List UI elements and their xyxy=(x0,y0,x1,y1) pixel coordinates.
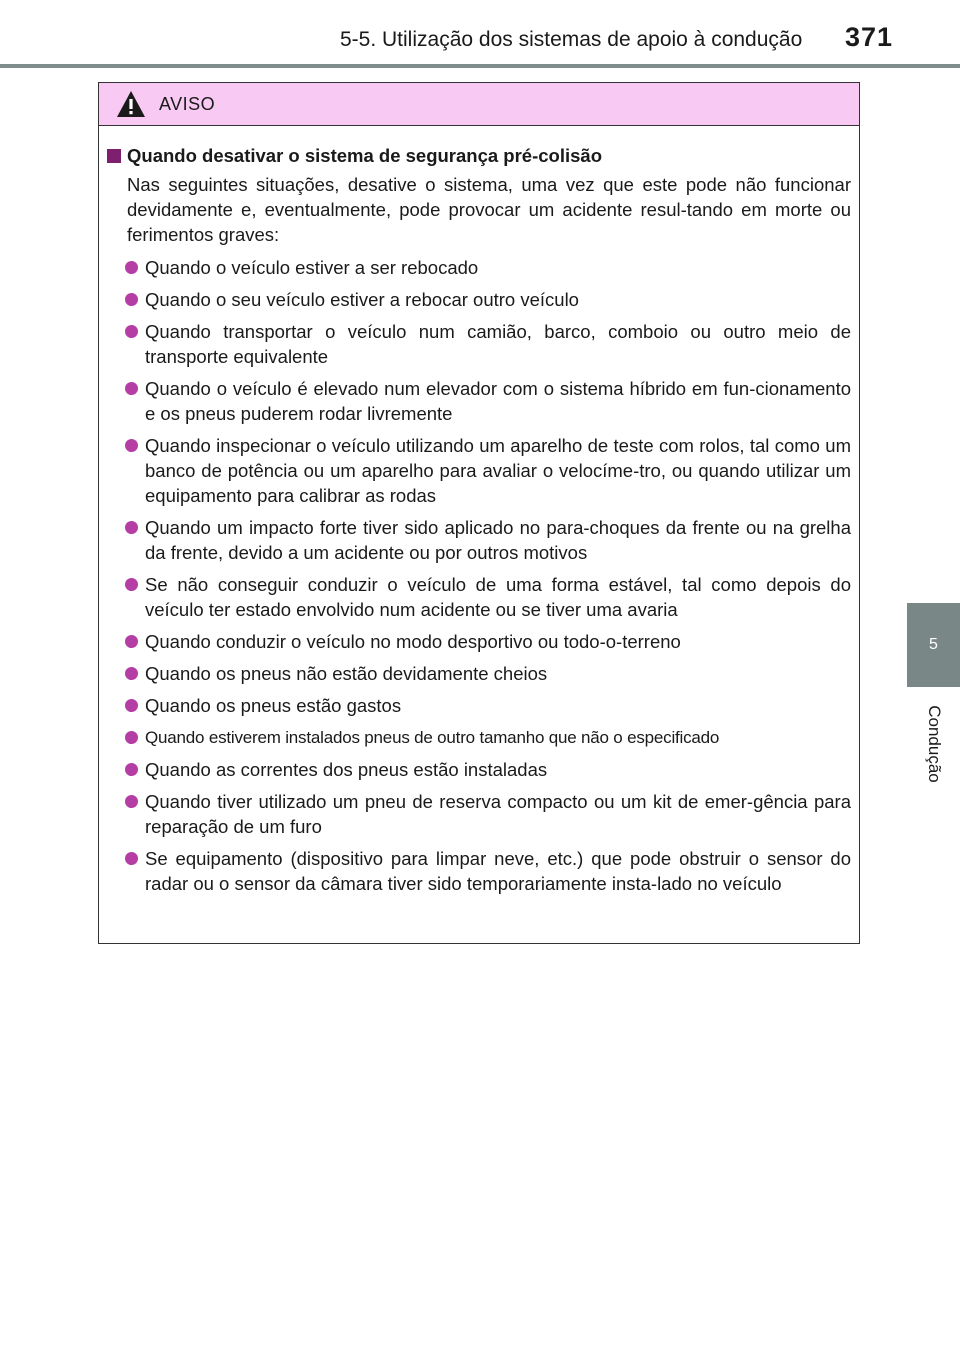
bullet-dot-icon xyxy=(125,382,138,395)
list-item-text: Quando inspecionar o veículo utilizando um aparelho de teste com rolos, tal como um banco de potência ou um aparelho para avaliar o velocíme-tro, ou quando utilizar um equipamento para calibrar as rodas xyxy=(145,435,851,506)
warning-header xyxy=(99,83,859,126)
section-title: 5-5. Utilização dos sistemas de apoio à condução xyxy=(340,28,803,51)
bullet-dot-icon xyxy=(125,261,138,274)
list-item-text: Quando o seu veículo estiver a rebocar outro veículo xyxy=(145,289,579,310)
list-item-text: Quando os pneus estão gastos xyxy=(145,695,402,716)
list-item xyxy=(107,572,851,622)
page-number: 371 xyxy=(845,22,894,52)
bullet-dot-icon xyxy=(125,439,138,452)
list-item-text: Quando estiverem instalados pneus de outro tamanho que não o especificado xyxy=(145,728,720,747)
warning-box xyxy=(98,82,860,944)
list-item-text: Se equipamento (dispositivo para limpar neve, etc.) que pode obstruir o sensor do radar ou o sensor da câmara tiver sido temporariamente insta-lado no veículo xyxy=(145,848,851,894)
bullet-dot-icon xyxy=(125,325,138,338)
list-item xyxy=(107,319,851,369)
list-item xyxy=(107,515,851,565)
bullet-dot-icon xyxy=(125,578,138,591)
intro-paragraph: Nas seguintes situações, desative o sistema, uma vez que este pode não funcionar devidamente e, eventualmente, pode provocar um acidente resul-tando em morte ou ferimentos graves: xyxy=(127,174,851,245)
bullet-dot-icon xyxy=(125,852,138,865)
list-item xyxy=(107,433,851,508)
warning-body xyxy=(99,126,859,896)
list-item xyxy=(107,846,851,896)
list-item xyxy=(107,725,851,750)
warning-triangle-icon xyxy=(115,89,147,119)
bullet-dot-icon xyxy=(125,635,138,648)
header-divider xyxy=(0,64,960,68)
section-heading-text: Quando desativar o sistema de segurança pré-colisão xyxy=(127,145,603,166)
list-item-text: Quando o veículo estiver a ser rebocado xyxy=(145,257,479,278)
chapter-tab-label-text: Condução xyxy=(924,705,944,783)
bullet-dot-icon xyxy=(125,763,138,776)
list-item xyxy=(107,255,851,280)
chapter-tab-label xyxy=(907,690,960,798)
section-heading xyxy=(107,144,851,168)
list-item xyxy=(107,629,851,654)
warning-title: AVISO xyxy=(159,93,216,114)
list-item-text: Quando o veículo é elevado num elevador com o sistema híbrido em fun-cionamento e os pneus puderem rodar livremente xyxy=(145,378,851,424)
list-item xyxy=(107,693,851,718)
list-item xyxy=(107,376,851,426)
bullet-dot-icon xyxy=(125,667,138,680)
bullet-dot-icon xyxy=(125,699,138,712)
list-item-text: Quando tiver utilizado um pneu de reserva compacto ou um kit de emer-gência para reparação de um furo xyxy=(145,791,851,837)
bullet-dot-icon xyxy=(125,521,138,534)
list-item-text: Quando as correntes dos pneus estão instaladas xyxy=(145,759,548,780)
list-item-text: Quando conduzir o veículo no modo desportivo ou todo-o-terreno xyxy=(145,631,681,652)
bullet-dot-icon xyxy=(125,795,138,808)
chapter-tab-number[interactable]: 5 xyxy=(907,603,960,687)
list-item-text: Quando transportar o veículo num camião, barco, comboio ou outro meio de transporte equivalente xyxy=(145,321,851,367)
bullet-dot-icon xyxy=(125,731,138,744)
list-item xyxy=(107,661,851,686)
square-bullet-icon xyxy=(107,149,121,163)
list-item xyxy=(107,789,851,839)
list-item-text: Quando os pneus não estão devidamente cheios xyxy=(145,663,548,684)
list-item xyxy=(107,287,851,312)
bullet-dot-icon xyxy=(125,293,138,306)
situation-list xyxy=(107,255,851,896)
list-item-text: Quando um impacto forte tiver sido aplicado no para-choques da frente ou na grelha da frente, devido a um acidente ou por outros motivos xyxy=(145,517,851,563)
list-item-text: Se não conseguir conduzir o veículo de uma forma estável, tal como depois do veículo ter estado envolvido num acidente ou se tiver uma avaria xyxy=(145,574,851,620)
list-item xyxy=(107,757,851,782)
